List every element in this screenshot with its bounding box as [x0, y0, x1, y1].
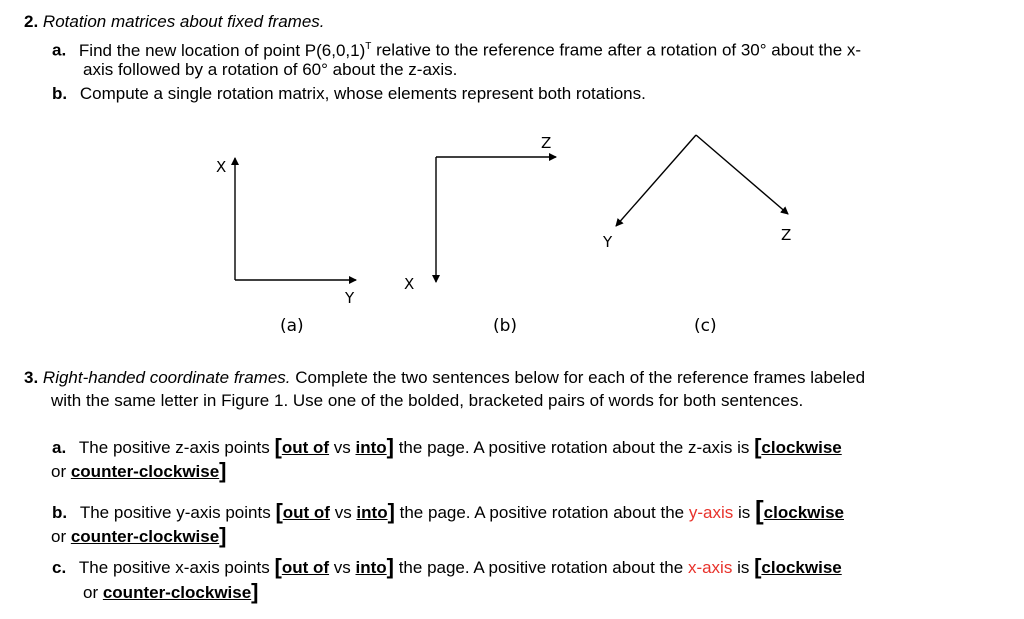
- q3c-pre: The positive x-axis points: [78, 558, 275, 577]
- close-bracket: ]: [219, 458, 227, 483]
- choice-into: into: [356, 503, 388, 522]
- frame-b: [404, 134, 556, 293]
- q2a-text-post: relative to the reference frame after a rotation of 30° about the x-: [371, 40, 862, 60]
- q3b-line1: [52, 495, 844, 525]
- choice-clockwise: clockwise: [761, 438, 842, 457]
- q3c-mid: the page. A positive rotation about the: [393, 558, 688, 577]
- or-text: or: [51, 527, 71, 546]
- q3c-is: is: [732, 558, 755, 577]
- or-text: or: [83, 583, 103, 602]
- choice-clockwise: clockwise: [763, 503, 844, 522]
- frame-a: [216, 158, 356, 307]
- frame-c: [602, 135, 791, 251]
- frame-c-y-label: Y: [603, 233, 613, 251]
- open-bracket: [: [754, 554, 762, 579]
- q3c-line1: [52, 554, 842, 579]
- frame-c-y-axis: [616, 135, 696, 226]
- q3b-pre: The positive y-axis points: [79, 503, 276, 522]
- q3-intro-rest: Complete the two sentences below for each of the reference frames labeled: [290, 368, 866, 387]
- q2a-label: a.: [52, 40, 67, 60]
- q3a-line1: [52, 434, 842, 459]
- caption-c: (c): [694, 316, 717, 336]
- q3a-is: is: [732, 438, 755, 457]
- q3a-label: a.: [52, 438, 67, 457]
- vs-text: vs: [329, 438, 356, 457]
- frame-b-x-label: X: [404, 275, 415, 293]
- open-bracket: [: [274, 434, 282, 459]
- q3a-line2: [51, 458, 227, 483]
- close-bracket: ]: [251, 579, 259, 604]
- vs-text: vs: [329, 503, 357, 522]
- frame-a-x-label: X: [216, 158, 227, 176]
- q3b-is: is: [733, 503, 755, 522]
- q3-title: Right-handed coordinate frames.: [42, 368, 291, 387]
- q3c-axis: x-axis: [687, 558, 733, 577]
- frame-c-z-label: Z: [781, 226, 792, 244]
- q2b-text: Compute a single rotation matrix, whose elements represent both rotations.: [79, 84, 646, 103]
- open-bracket: [: [755, 495, 764, 525]
- q3-intro-line2: with the same letter in Figure 1. Use one of the bolded, bracketed pairs of words for both sentences.: [51, 391, 804, 410]
- q2b-label: b.: [52, 84, 68, 103]
- frame-b-z-label: Z: [541, 134, 552, 152]
- q3a-axis: z-axis: [687, 438, 733, 457]
- q3-number: 3.: [24, 368, 39, 387]
- choice-clockwise: clockwise: [761, 558, 842, 577]
- q3b-mid: the page. A positive rotation about the: [394, 503, 689, 522]
- q3a-mid: the page. A positive rotation about the: [393, 438, 688, 457]
- q2-title: Rotation matrices about fixed frames.: [42, 12, 325, 31]
- choice-into: into: [355, 438, 387, 457]
- choice-into: into: [355, 558, 387, 577]
- q3c-label: c.: [52, 558, 67, 577]
- caption-b: (b): [493, 316, 518, 336]
- open-bracket: [: [754, 434, 762, 459]
- q3c-line2: [83, 579, 259, 604]
- q2a-line2: axis followed by a rotation of 60° about the z-axis.: [83, 60, 458, 79]
- q2-number: 2.: [24, 12, 39, 31]
- open-bracket: [: [274, 554, 282, 579]
- close-bracket: ]: [219, 523, 227, 548]
- choice-out-of: out of: [281, 558, 330, 577]
- choice-out-of: out of: [282, 503, 330, 522]
- choice-counter-clockwise: counter-clockwise: [70, 527, 220, 546]
- frame-c-z-axis: [696, 135, 788, 214]
- q3a-pre: The positive z-axis points: [78, 438, 275, 457]
- choice-counter-clockwise: counter-clockwise: [102, 583, 252, 602]
- or-text: or: [51, 462, 71, 481]
- open-bracket: [: [275, 499, 283, 524]
- vs-text: vs: [329, 558, 356, 577]
- close-bracket: ]: [386, 434, 394, 459]
- caption-a: (a): [280, 316, 304, 336]
- close-bracket: ]: [386, 554, 394, 579]
- q3b-label: b.: [52, 503, 68, 522]
- q3b-line2: [51, 523, 227, 548]
- close-bracket: ]: [387, 499, 395, 524]
- frame-a-y-label: Y: [345, 289, 355, 307]
- choice-counter-clockwise: counter-clockwise: [70, 462, 220, 481]
- q3-title-line: [24, 368, 865, 388]
- q2a-superscript: T: [365, 41, 372, 52]
- q3b-axis: y-axis: [688, 503, 734, 522]
- choice-out-of: out of: [281, 438, 330, 457]
- q2a-text-pre: Find the new location of point P(6,0,1): [78, 40, 366, 60]
